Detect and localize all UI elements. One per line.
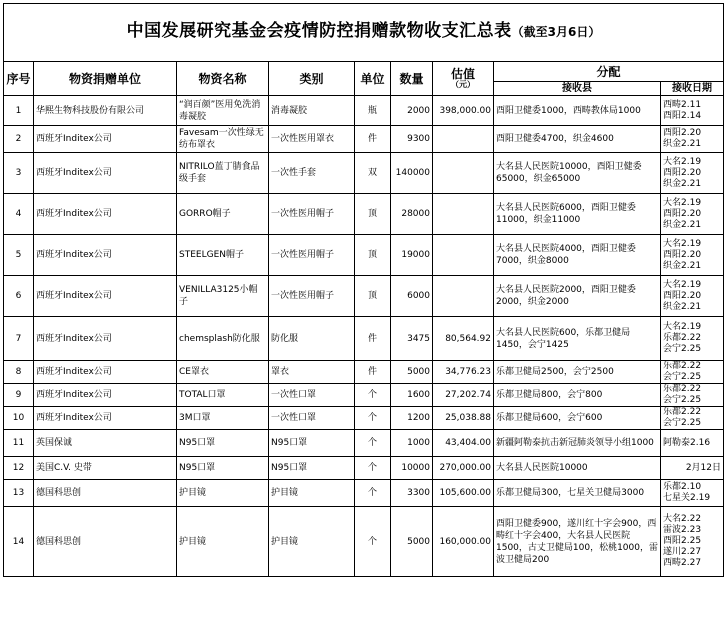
cell-dates	[661, 507, 724, 577]
receive-date: 会宁2.25	[663, 372, 702, 382]
cell-dates	[661, 361, 724, 384]
cell-unit: 个	[355, 457, 391, 480]
cell-index: 1	[4, 96, 34, 126]
cell-dates	[661, 194, 724, 235]
cell-recipient: 酉阳卫健委4700，织金4600	[494, 126, 661, 153]
cell-unit: 件	[355, 317, 391, 361]
cell-value: 270,000.00	[433, 457, 494, 480]
cell-item: NITRILO蓝丁腈食品级手套	[177, 153, 269, 194]
receive-date: 大名2.19	[663, 156, 702, 167]
receive-date: 乐都2.10	[663, 482, 702, 492]
cell-item: 护目镜	[177, 480, 269, 507]
page-title: 中国发展研究基金会疫情防控捐赠款物收支汇总表	[126, 21, 512, 41]
cell-unit: 件	[355, 361, 391, 384]
cell-item: “润百颜”医用免洗消毒凝胶	[177, 96, 269, 126]
cell-dates	[661, 430, 724, 457]
cell-donor: 德国科思创	[34, 480, 177, 507]
cell-value	[433, 194, 494, 235]
cell-item: N95口罩	[177, 457, 269, 480]
cell-index: 10	[4, 407, 34, 430]
receive-date: 织金2.21	[663, 301, 702, 312]
cell-donor: 西班牙Inditex公司	[34, 194, 177, 235]
receive-date: 乐都2.22	[663, 407, 702, 417]
receive-date: 大名2.19	[663, 279, 702, 290]
receive-date: 大名2.22	[663, 514, 702, 524]
table-row	[4, 507, 724, 577]
cell-quantity: 1200	[391, 407, 433, 430]
cell-item: STEELGEN帽子	[177, 235, 269, 276]
cell-dates	[661, 480, 724, 507]
cell-index: 5	[4, 235, 34, 276]
cell-dates	[661, 317, 724, 361]
cell-recipient: 乐都卫健局800，会宁800	[494, 384, 661, 407]
table-row	[4, 96, 724, 126]
receive-date: 七星关2.19	[663, 493, 711, 503]
cell-index: 8	[4, 361, 34, 384]
cell-donor: 德国科思创	[34, 507, 177, 577]
header-value	[433, 62, 494, 96]
cell-dates	[661, 276, 724, 317]
cell-index: 13	[4, 480, 34, 507]
receive-date: 乐都2.22	[663, 333, 702, 343]
donation-table	[3, 3, 724, 577]
cell-dates	[661, 153, 724, 194]
receive-date: 织金2.21	[663, 219, 702, 230]
cell-unit: 顶	[355, 276, 391, 317]
cell-index: 12	[4, 457, 34, 480]
cell-unit: 个	[355, 407, 391, 430]
cell-dates	[661, 407, 724, 430]
cell-category: 护目镜	[269, 480, 355, 507]
receive-date: 西畴2.27	[663, 558, 702, 568]
receive-date: 大名2.19	[663, 197, 702, 208]
cell-recipient: 大名县人民医院4000，酉阳卫健委7000，织金8000	[494, 235, 661, 276]
receive-date: 遂川2.27	[663, 547, 702, 557]
cell-category: N95口罩	[269, 457, 355, 480]
cell-unit: 瓶	[355, 96, 391, 126]
cell-unit: 个	[355, 384, 391, 407]
receive-date: 会宁2.25	[663, 418, 702, 428]
cell-recipient: 新疆阿勒泰抗击新冠肺炎领导小组1000	[494, 430, 661, 457]
cell-value: 80,564.92	[433, 317, 494, 361]
table-row	[4, 194, 724, 235]
header-unit: 单位	[355, 62, 391, 96]
cell-unit: 双	[355, 153, 391, 194]
cell-item: 护目镜	[177, 507, 269, 577]
cell-item: TOTAL口罩	[177, 384, 269, 407]
cell-unit: 件	[355, 126, 391, 153]
cell-value: 160,000.00	[433, 507, 494, 577]
cell-recipient: 大名县人民医院600，乐都卫健局1450，会宁1425	[494, 317, 661, 361]
title-note: （截至3月6日）	[511, 25, 601, 39]
cell-category: 一次性医用罩衣	[269, 126, 355, 153]
table-row	[4, 361, 724, 384]
cell-quantity: 3300	[391, 480, 433, 507]
receive-date: 酉阳2.20	[663, 290, 702, 301]
summary-sheet	[3, 3, 724, 577]
table-body	[4, 96, 724, 577]
cell-dates	[661, 126, 724, 153]
cell-recipient: 酉阳卫健委900，遂川红十字会900，西畴红十字会400，大名县人民医院1500，古丈卫健局100，松桃1000，雷波卫健局200	[494, 507, 661, 577]
receive-date: 织金2.21	[663, 260, 702, 271]
cell-unit: 个	[355, 430, 391, 457]
table-row	[4, 235, 724, 276]
table-row	[4, 276, 724, 317]
cell-donor: 西班牙Inditex公司	[34, 384, 177, 407]
cell-dates	[661, 457, 724, 480]
cell-index: 7	[4, 317, 34, 361]
cell-recipient: 乐都卫健局300，七星关卫健局3000	[494, 480, 661, 507]
header-category: 类别	[269, 62, 355, 96]
table-row	[4, 317, 724, 361]
cell-item: chemsplash防化服	[177, 317, 269, 361]
cell-quantity: 2000	[391, 96, 433, 126]
header-quantity: 数量	[391, 62, 433, 96]
receive-date: 乐都2.22	[663, 384, 702, 394]
cell-quantity: 5000	[391, 361, 433, 384]
cell-quantity: 6000	[391, 276, 433, 317]
cell-index: 2	[4, 126, 34, 153]
cell-value: 43,404.00	[433, 430, 494, 457]
cell-category: N95口罩	[269, 430, 355, 457]
cell-donor: 西班牙Inditex公司	[34, 317, 177, 361]
cell-value: 34,776.23	[433, 361, 494, 384]
cell-index: 4	[4, 194, 34, 235]
table-row	[4, 153, 724, 194]
receive-date: 织金2.21	[663, 178, 702, 189]
title-cell	[4, 4, 724, 62]
cell-value	[433, 126, 494, 153]
header-recipient: 接收县	[494, 82, 661, 96]
cell-donor: 美国C.V. 史带	[34, 457, 177, 480]
cell-quantity: 10000	[391, 457, 433, 480]
table-row	[4, 126, 724, 153]
cell-quantity: 3475	[391, 317, 433, 361]
cell-quantity: 19000	[391, 235, 433, 276]
receive-date: 大名2.19	[663, 238, 702, 249]
cell-recipient: 大名县人民医院10000	[494, 457, 661, 480]
cell-category: 一次性医用帽子	[269, 276, 355, 317]
cell-quantity: 5000	[391, 507, 433, 577]
cell-value: 398,000.00	[433, 96, 494, 126]
cell-index: 11	[4, 430, 34, 457]
cell-donor: 西班牙Inditex公司	[34, 153, 177, 194]
header-donor: 物资捐赠单位	[34, 62, 177, 96]
table-row	[4, 384, 724, 407]
receive-date: 乐都2.22	[663, 361, 702, 371]
cell-dates	[661, 235, 724, 276]
cell-dates	[661, 384, 724, 407]
cell-recipient: 酉阳卫健委1000，西畴教体局1000	[494, 96, 661, 126]
receive-date: 酉阳2.25	[663, 536, 702, 546]
cell-quantity: 28000	[391, 194, 433, 235]
cell-unit: 个	[355, 480, 391, 507]
cell-quantity: 9300	[391, 126, 433, 153]
header-distribution: 分配	[494, 62, 724, 82]
cell-index: 3	[4, 153, 34, 194]
cell-donor: 西班牙Inditex公司	[34, 407, 177, 430]
cell-unit: 个	[355, 507, 391, 577]
receive-date: 阿勒泰2.16	[663, 437, 711, 448]
receive-date: 会宁2.25	[663, 344, 702, 354]
receive-date: 西畴2.11	[663, 99, 702, 110]
cell-category: 消毒凝胶	[269, 96, 355, 126]
cell-recipient: 乐都卫健局600，会宁600	[494, 407, 661, 430]
receive-date: 雷波2.23	[663, 525, 702, 535]
cell-donor: 西班牙Inditex公司	[34, 235, 177, 276]
receive-date: 织金2.21	[663, 139, 702, 149]
cell-value: 27,202.74	[433, 384, 494, 407]
cell-value: 25,038.88	[433, 407, 494, 430]
cell-category: 一次性医用帽子	[269, 235, 355, 276]
header-date: 接收日期	[661, 82, 724, 96]
cell-quantity: 1600	[391, 384, 433, 407]
receive-date: 会宁2.25	[663, 395, 702, 405]
cell-dates	[661, 96, 724, 126]
cell-value	[433, 235, 494, 276]
header-value-label: 估值	[450, 66, 475, 81]
table-row	[4, 407, 724, 430]
cell-unit: 顶	[355, 194, 391, 235]
cell-category: 一次性手套	[269, 153, 355, 194]
table-row	[4, 430, 724, 457]
cell-category: 一次性口罩	[269, 384, 355, 407]
receive-date: 酉阳2.20	[663, 249, 702, 260]
cell-recipient: 大名县人民医院6000，酉阳卫健委11000，织金11000	[494, 194, 661, 235]
receive-date: 2月12日	[685, 462, 722, 473]
receive-date: 大名2.19	[663, 322, 702, 332]
cell-item: VENILLA3125小帽子	[177, 276, 269, 317]
cell-item: CE罩衣	[177, 361, 269, 384]
cell-category: 罩衣	[269, 361, 355, 384]
cell-quantity: 140000	[391, 153, 433, 194]
receive-date: 酉阳2.20	[663, 167, 702, 178]
cell-donor: 西班牙Inditex公司	[34, 276, 177, 317]
cell-value	[433, 276, 494, 317]
cell-category: 护目镜	[269, 507, 355, 577]
cell-unit: 顶	[355, 235, 391, 276]
cell-category: 一次性医用帽子	[269, 194, 355, 235]
cell-category: 防化服	[269, 317, 355, 361]
receive-date: 酉阳2.20	[663, 128, 702, 138]
cell-index: 9	[4, 384, 34, 407]
cell-index: 14	[4, 507, 34, 577]
table-row	[4, 480, 724, 507]
cell-donor: 华熙生物科技股份有限公司	[34, 96, 177, 126]
receive-date: 酉阳2.20	[663, 208, 702, 219]
cell-donor: 西班牙Inditex公司	[34, 361, 177, 384]
header-index: 序号	[4, 62, 34, 96]
cell-item: N95口罩	[177, 430, 269, 457]
cell-recipient: 乐都卫健局2500，会宁2500	[494, 361, 661, 384]
cell-item: 3M口罩	[177, 407, 269, 430]
cell-value: 105,600.00	[433, 480, 494, 507]
cell-recipient: 大名县人民医院2000，酉阳卫健委2000，织金2000	[494, 276, 661, 317]
receive-date: 酉阳2.14	[663, 110, 702, 121]
cell-item: Favesam一次性绿无纺布罩衣	[177, 126, 269, 153]
cell-quantity: 1000	[391, 430, 433, 457]
cell-donor: 西班牙Inditex公司	[34, 126, 177, 153]
header-item: 物资名称	[177, 62, 269, 96]
cell-recipient: 大名县人民医院10000，酉阳卫健委65000，织金65000	[494, 153, 661, 194]
cell-category: 一次性口罩	[269, 407, 355, 430]
cell-donor: 英国保诚	[34, 430, 177, 457]
table-row	[4, 457, 724, 480]
cell-item: GORRO帽子	[177, 194, 269, 235]
cell-value	[433, 153, 494, 194]
header-value-unit: （元）	[451, 79, 475, 89]
cell-index: 6	[4, 276, 34, 317]
